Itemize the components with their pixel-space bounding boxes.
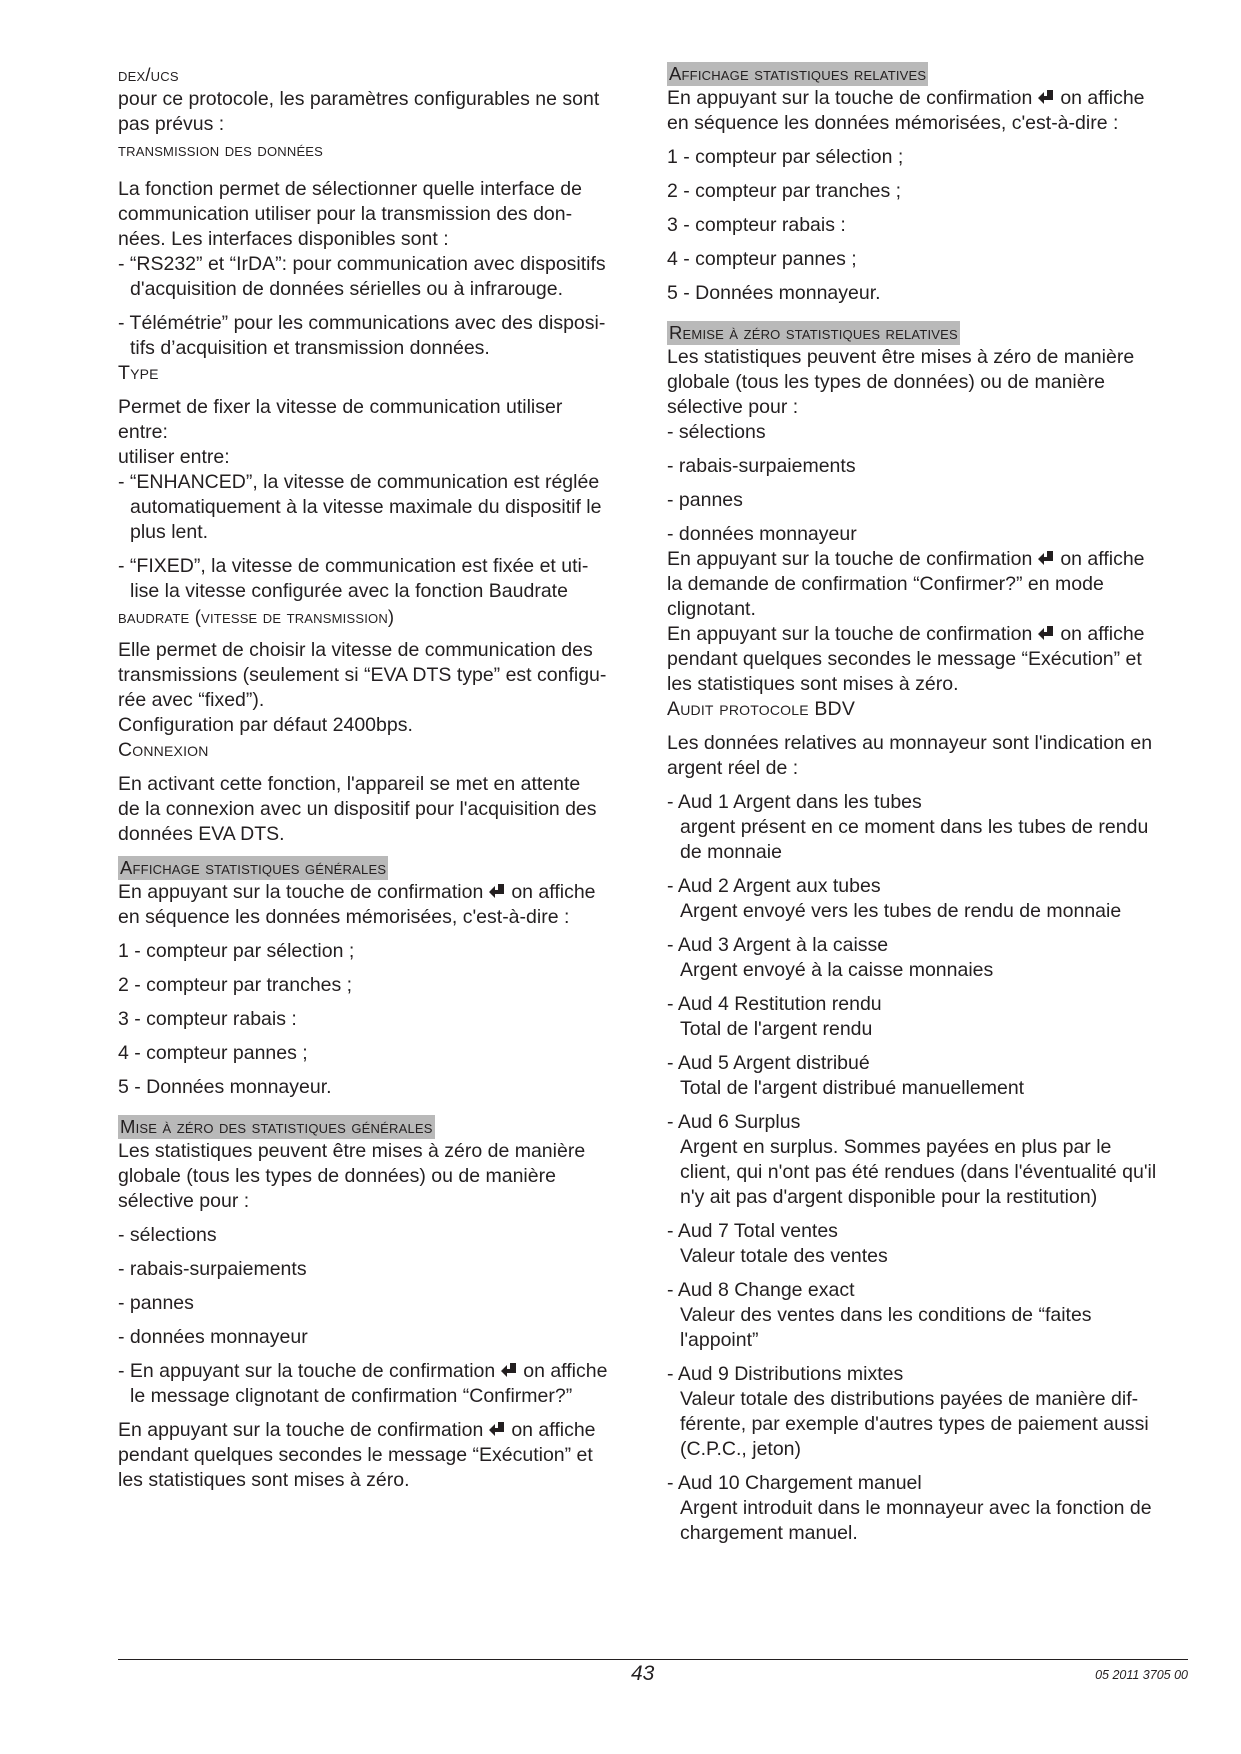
reset-gen-heading: Mise à zéro des statistiques générales bbox=[120, 1116, 433, 1137]
reset-gen-exec-b: on affiche pendant quelques secondes le message “Exécution” et les statistiques sont mises à zéro. bbox=[118, 1419, 596, 1491]
audit-item-title: - Aud 2 Argent aux tubes bbox=[667, 875, 881, 897]
type-heading: Type bbox=[118, 362, 159, 384]
reset-gen-exec bbox=[118, 1418, 638, 1493]
stats-gen-item: 4 - compteur pannes ; bbox=[118, 1042, 308, 1064]
stats-rel-item: 2 - compteur par tranches ; bbox=[667, 180, 902, 202]
audit-item-title: - Aud 4 Restitution rendu bbox=[667, 993, 882, 1015]
audit-item bbox=[667, 1051, 1187, 1101]
reset-gen-confirm bbox=[118, 1359, 638, 1409]
reset-gen-item: - pannes bbox=[118, 1292, 194, 1314]
audit-item-desc: Valeur des ventes dans les conditions de “faites l'appoint” bbox=[680, 1304, 1092, 1351]
audit-item-desc: argent présent en ce moment dans les tubes de rendu de monnaie bbox=[680, 816, 1149, 863]
type-item: - “ENHANCED”, la vitesse de communication est réglée automatiquement à la vitesse maximale du dispositif le plus lent. bbox=[118, 471, 602, 543]
reset-rel-heading: Remise à zéro statistiques relatives bbox=[669, 322, 958, 343]
audit-item-desc: Total de l'argent distribué manuellement bbox=[680, 1077, 1025, 1099]
stats-gen-item: 5 - Données monnayeur. bbox=[118, 1076, 332, 1098]
audit-item-title: - Aud 9 Distributions mixtes bbox=[667, 1363, 904, 1385]
reset-rel-confirm bbox=[667, 547, 1187, 622]
reset-rel-exec-b: on affiche pendant quelques secondes le message “Exécution” et les statistiques sont mises à zéro. bbox=[667, 623, 1145, 695]
audit-item bbox=[667, 1110, 1187, 1210]
enter-key-icon bbox=[499, 1362, 519, 1380]
audit-item-desc: Valeur totale des ventes bbox=[680, 1245, 888, 1267]
baudrate-text: Elle permet de choisir la vitesse de communication des transmissions (seulement si “EVA DTS type” est configu- rée avec “fixed”). Configuration par défaut 2400bps. bbox=[118, 639, 607, 736]
reset-rel-item: - pannes bbox=[667, 489, 743, 511]
reset-gen-item: - sélections bbox=[118, 1224, 217, 1246]
dexucs-heading: dex/ucs bbox=[118, 64, 179, 85]
audit-item bbox=[667, 1471, 1187, 1546]
enter-key-icon bbox=[487, 883, 507, 901]
transmission-heading: transmission des données bbox=[118, 139, 324, 160]
audit-item-desc: Argent introduit dans le monnayeur avec la fonction de chargement manuel. bbox=[680, 1497, 1152, 1544]
reset-gen-text: Les statistiques peuvent être mises à zéro de manière globale (tous les types de données) ou de manière sélective pour : bbox=[118, 1140, 586, 1212]
audit-item-title: - Aud 1 Argent dans les tubes bbox=[667, 791, 922, 813]
reset-rel-exec-a: En appuyant sur la touche de confirmation bbox=[667, 623, 1033, 645]
audit-text: Les données relatives au monnayeur sont l'indication en argent réel de : bbox=[667, 732, 1153, 779]
reset-gen-exec-a: En appuyant sur la touche de confirmation bbox=[118, 1419, 484, 1441]
stats-gen-text-b: on affiche en séquence les données mémorisées, c'est-à-dire : bbox=[118, 881, 596, 928]
audit-item bbox=[667, 790, 1187, 865]
reset-rel-item: - rabais-surpaiements bbox=[667, 455, 856, 477]
enter-key-icon bbox=[1036, 89, 1056, 107]
audit-item-title: - Aud 7 Total ventes bbox=[667, 1220, 838, 1242]
type-item: - “FIXED”, la vitesse de communication est fixée et uti- lise la vitesse configurée avec la fonction Baudrate bbox=[118, 555, 589, 602]
audit-item bbox=[667, 933, 1187, 983]
stats-gen-heading: Affichage statistiques générales bbox=[120, 857, 387, 878]
transmission-item: - Télémétrie” pour les communications avec des disposi- tifs d’acquisition et transmission données. bbox=[118, 312, 606, 359]
stats-rel-text-b: on affiche en séquence les données mémorisées, c'est-à-dire : bbox=[667, 87, 1145, 134]
audit-heading: Audit protocole BDV bbox=[667, 698, 856, 720]
stats-rel-heading: Affichage statistiques relatives bbox=[669, 63, 927, 84]
stats-gen-item: 2 - compteur par tranches ; bbox=[118, 974, 353, 996]
enter-key-icon bbox=[487, 1421, 507, 1439]
left-column bbox=[118, 62, 638, 1493]
reset-gen-item: - données monnayeur bbox=[118, 1326, 308, 1348]
audit-item-title: - Aud 6 Surplus bbox=[667, 1111, 801, 1133]
footer-rule bbox=[118, 1659, 1188, 1660]
transmission-item: - “RS232” et “IrDA”: pour communication avec dispositifs d'acquisition de données sérielles ou à infrarouge. bbox=[118, 253, 606, 300]
transmission-text: La fonction permet de sélectionner quelle interface de communication utiliser pour la transmission des don- nées. Les interfaces disponibles sont : bbox=[118, 178, 582, 250]
reset-rel-confirm-b: on affiche la demande de confirmation “Confirmer?” en mode clignotant. bbox=[667, 548, 1145, 620]
dexucs-text: pour ce protocole, les paramètres configurables ne sont pas prévus : bbox=[118, 88, 600, 135]
stats-rel-item: 1 - compteur par sélection ; bbox=[667, 146, 904, 168]
stats-gen-text-a: En appuyant sur la touche de confirmation bbox=[118, 881, 484, 903]
audit-item bbox=[667, 874, 1187, 924]
stats-rel-item: 5 - Données monnayeur. bbox=[667, 282, 881, 304]
audit-item-desc: Valeur totale des distributions payées de manière dif- férente, par exemple d'autres types de paiement aussi (C.P.C., jeton) bbox=[680, 1388, 1149, 1460]
audit-item-title: - Aud 5 Argent distribué bbox=[667, 1052, 870, 1074]
audit-item-desc: Total de l'argent rendu bbox=[680, 1018, 873, 1040]
reset-rel-text: Les statistiques peuvent être mises à zéro de manière globale (tous les types de données) ou de manière sélective pour : bbox=[667, 346, 1135, 418]
connexion-heading: Connexion bbox=[118, 739, 209, 761]
audit-item bbox=[667, 992, 1187, 1042]
audit-item-title: - Aud 10 Chargement manuel bbox=[667, 1472, 922, 1494]
stats-gen-text bbox=[118, 880, 638, 930]
enter-key-icon bbox=[1036, 625, 1056, 643]
audit-item-desc: Argent en surplus. Sommes payées en plus par le client, qui n'ont pas été rendues (dans l'éventualité qu'il n'y ait pas d'argent disponible pour la restitution) bbox=[680, 1136, 1157, 1208]
connexion-text: En activant cette fonction, l'appareil se met en attente de la connexion avec un dispositif pour l'acquisition des données EVA DTS. bbox=[118, 773, 597, 845]
document-code: 05 2011 3705 00 bbox=[1095, 1668, 1188, 1682]
type-text: Permet de fixer la vitesse de communication utiliser entre: utiliser entre: bbox=[118, 396, 563, 468]
reset-gen-confirm-b: on affiche le message clignotant de confirmation “Confirmer?” bbox=[130, 1360, 608, 1407]
audit-item-desc: Argent envoyé vers les tubes de rendu de monnaie bbox=[680, 900, 1122, 922]
reset-gen-confirm-a: - En appuyant sur la touche de confirmation bbox=[118, 1360, 496, 1382]
stats-rel-text bbox=[667, 86, 1187, 136]
stats-gen-item: 1 - compteur par sélection ; bbox=[118, 940, 355, 962]
audit-item-title: - Aud 3 Argent à la caisse bbox=[667, 934, 889, 956]
page-number: 43 bbox=[631, 1662, 655, 1685]
audit-item bbox=[667, 1362, 1187, 1462]
stats-rel-item: 4 - compteur pannes ; bbox=[667, 248, 857, 270]
reset-gen-item: - rabais-surpaiements bbox=[118, 1258, 307, 1280]
reset-rel-exec bbox=[667, 622, 1187, 697]
stats-gen-item: 3 - compteur rabais : bbox=[118, 1008, 297, 1030]
audit-item-title: - Aud 8 Change exact bbox=[667, 1279, 855, 1301]
reset-rel-item: - sélections bbox=[667, 421, 766, 443]
audit-item-desc: Argent envoyé à la caisse monnaies bbox=[680, 959, 994, 981]
audit-item bbox=[667, 1278, 1187, 1353]
stats-rel-item: 3 - compteur rabais : bbox=[667, 214, 846, 236]
reset-rel-item: - données monnayeur bbox=[667, 523, 857, 545]
audit-item bbox=[667, 1219, 1187, 1269]
reset-rel-confirm-a: En appuyant sur la touche de confirmation bbox=[667, 548, 1033, 570]
baudrate-heading: baudrate (vitesse de transmission) bbox=[118, 606, 395, 627]
right-column bbox=[667, 62, 1187, 1546]
stats-rel-text-a: En appuyant sur la touche de confirmation bbox=[667, 87, 1033, 109]
enter-key-icon bbox=[1036, 550, 1056, 568]
